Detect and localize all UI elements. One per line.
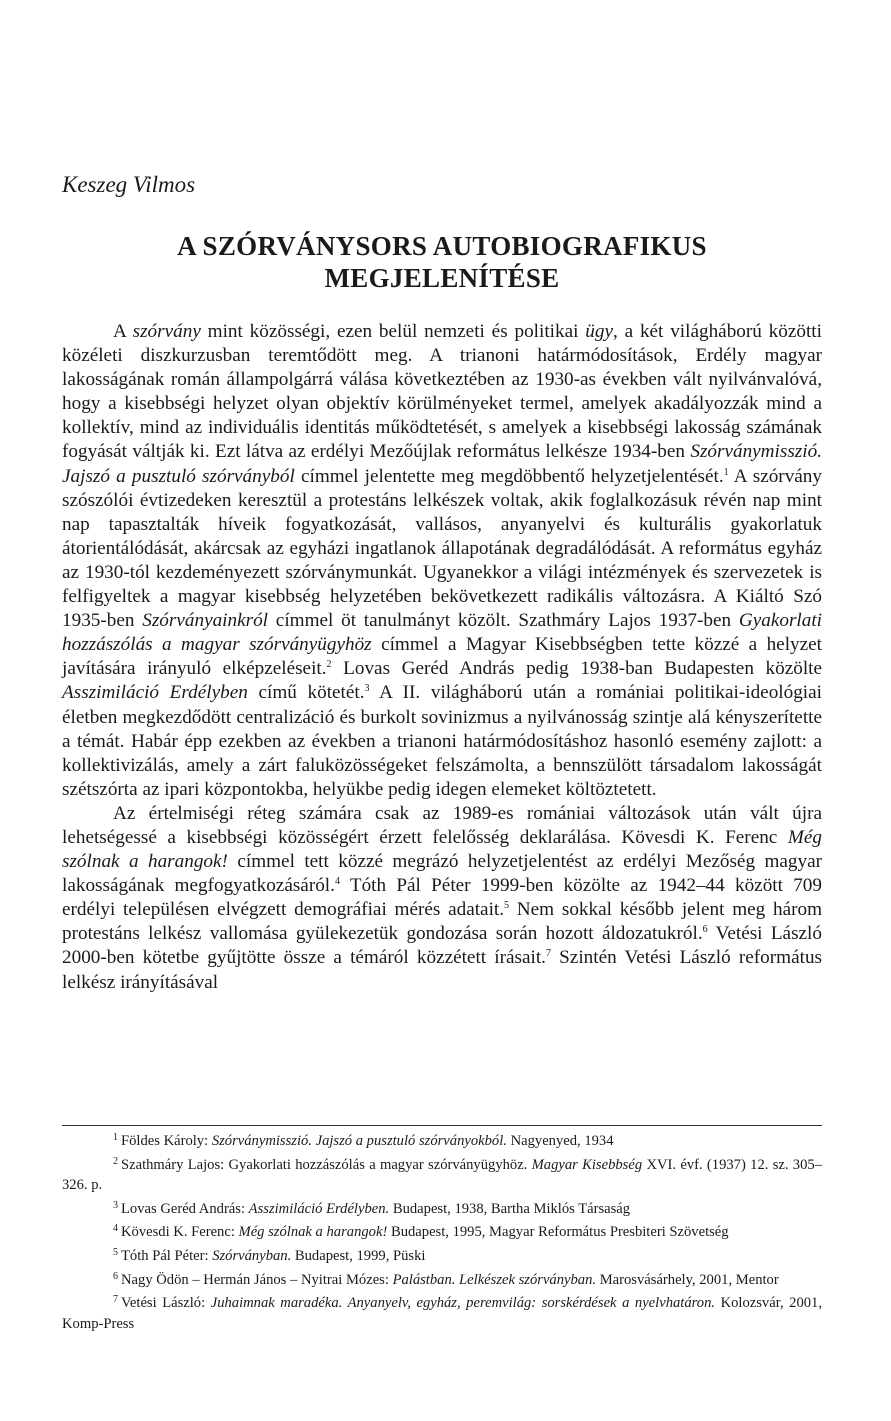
article-header — [0, 0, 891, 320]
article-body — [62, 320, 822, 995]
footnote-reference[interactable]: 6 — [702, 924, 708, 936]
italic-text: szórvány — [132, 321, 201, 342]
footnote-number: 3 — [113, 1199, 118, 1211]
footnote-reference[interactable]: 3 — [364, 683, 370, 695]
italic-text: Szórványban. — [212, 1247, 292, 1264]
footnote-reference[interactable]: 7 — [545, 948, 551, 960]
footnote-item: $^5$ Tóth Pál Péter: Szórványban. Budapest, 1999, Püski — [113, 1246, 426, 1264]
author-name: Keszeg Vilmos — [62, 172, 196, 197]
italic-text: Asszimiláció Erdélyben — [62, 682, 248, 704]
italic-text: Palástban. Lelkészek szórványban. — [392, 1271, 597, 1288]
italic-text: Még szólnak a harangok! — [62, 826, 822, 873]
footnote-item: $^1$ Földes Károly: Szórványmisszió. Jajszó a pusztuló szórványokból. Nagyenyed, 1934 — [113, 1132, 614, 1149]
italic-text: Szórványmisszió. Jajszó a pusztuló szórványokból. — [211, 1133, 507, 1149]
title-line-2: MEGJELENÍTÉSE — [324, 263, 560, 293]
footnote-number: 4 — [113, 1223, 118, 1235]
footnote-item: $^6$ Nagy Ödön – Hermán János – Nyitrai Mózes: Palástban. Lelkészek szórványban. Marosvásárhely, 2001, Mentor — [113, 1270, 779, 1288]
italic-text: Gyakorlati hozzászólás a magyar szórványügyhöz — [62, 610, 823, 656]
footnote-reference[interactable]: 2 — [326, 659, 332, 671]
footnote-reference[interactable]: 5 — [504, 900, 510, 912]
footnote-item: $^7$ Vetési László: Juhaimnak maradéka. Anyanyelv, egyház, peremvilág: sorskérdések a nyelvhatáron. Kolozsvár, 2001, Komp-Press — [62, 1294, 822, 1332]
italic-text: Magyar Kisebbség — [531, 1156, 643, 1173]
footnote-item: $^3$ Lovas Geréd András: Asszimiláció Erdélyben. Budapest, 1938, Bartha Miklós Társaság — [113, 1199, 631, 1217]
footnote-number: 2 — [113, 1155, 118, 1167]
italic-text: Asszimiláció Erdélyben. — [248, 1200, 390, 1217]
body-paragraph: Az értelmiségi réteg számára csak az 1989-es romániai változások után vált újra lehetségessé a kisebbségi közösségért érzett felelősség deklarálása. Kövesdi K. Ferenc Még szólnak a harangok! címmel tett közzé megrázó helyzetjelentést az erdélyi Mezőség magyar lakosságának megfogyatkozásáról.$^4$ Tóth Pál Péter 1999-ben közölte az 1942–44 között 709 erdélyi településen elvégzett demográfiai mérés adatait.$^5$ Nem sokkal később jelent meg három protestáns lelkész vallomása gyülekezetük gondozása során hozott áldozatukról.$^6$ Vetési László 2000-ben kötetbe gyűjtötte össze a témáról közzétett írásait.$^7$ Szintén Vetési László református lelkész irányításával — [62, 802, 823, 993]
footnote-item: $^2$ Szathmáry Lajos: Gyakorlati hozzászólás a magyar szórványügyhöz. Magyar Kisebbség XVI. évf. (1937) 12. sz. 305–326. p. — [62, 1155, 822, 1194]
italic-text: ügy — [585, 321, 613, 342]
footnote-divider — [62, 1125, 822, 1126]
italic-text: Szórványmisszió. Jajszó a pusztuló szórványból — [62, 441, 822, 487]
italic-text: Szórványainkról — [142, 610, 269, 632]
article-title — [62, 230, 822, 294]
footnote-item: $^4$ Kövesdi K. Ferenc: Még szólnak a harangok! Budapest, 1995, Magyar Református Presbiteri Szövetség — [113, 1223, 729, 1241]
title-line-1: A SZÓRVÁNYSORS AUTOBIOGRAFIKUS — [177, 231, 707, 261]
footnote-reference[interactable]: 4 — [334, 876, 340, 888]
italic-text: Juhaimnak maradéka. Anyanyelv, egyház, peremvilág: sorskérdések a nyelvhatáron. — [210, 1295, 716, 1312]
italic-text: Még szólnak a harangok! — [238, 1224, 388, 1241]
footnote-number: 6 — [113, 1270, 118, 1282]
body-paragraph: A szórvány mint közösségi, ezen belül nemzeti és politikai ügy, a két világháború közötti közéleti diszkurzusban teremtődött meg. A trianoni határmódosítások, Erdély magyar lakosságának román állampolgárrá válása következtében az 1930-as években vált nyilvánvalóvá, hogy a kisebbségi helyzet olyan objektív körülményeket termel, amelyek akadályozzák mind a kollektív, mind az individuális identitás működtetését, s amelyek a kisebbségi lakosság számának fogyását váltják ki. Ezt látva az erdélyi Mezőújlak református lelkésze 1934-ben Szórványmisszió. Jajszó a pusztuló szórványból címmel jelentette meg megdöbbentő helyzetjelentését.$^1$ A szórvány szószólói évtizedeken keresztül a protestáns lelkészek voltak, akik foglalkozásuk révén nap mint nap tapasztalták híveik fogyatkozását, vallásos, anyanyelvi és kulturális gyakorlatuk átorientálódását, akárcsak az egyházi ingatlanok állapotának degradálódását. A református egyház az 1930-tól kezdeményezett szórványmunkát. Ugyanekkor a világi intézmények és szervezetek is felfigyeltek a magyar kisebbség helyzetében bekövetkezett radikális változásra. A Kiáltó Szó 1935-ben Szórványainkról címmel öt tanulmányt közölt. Szathmáry Lajos 1937-ben Gyakorlati hozzászólás a magyar szórványügyhöz címmel a Magyar Kisebbségben tette közzé a helyzet javítására irányuló elképzeléseit.$^2$ Lovas Geréd András pedig 1938-ban Budapesten közölte Asszimiláció Erdélyben című kötetét.$^3$ A II. világháború után a romániai politikai-ideológiai életben megkezdődött centralizáció és burkolt sovinizmus a nyilvánosság szintje alá kényszerítette a témát. Habár épp ezekben az években a trianoni határmódosításhoz hasonló esemény zajlott: a kollektivizálás, amely a zárt faluközösségeket felszámolta, a bennszülött társadalom lakosságát szétszórta az ipari központokba, helyükbe pedig idegen elemeket költöztetett. — [62, 321, 823, 800]
footnotes — [62, 1128, 822, 1334]
footnote-number: 7 — [113, 1294, 118, 1306]
footnote-number: 1 — [113, 1132, 118, 1143]
footnote-number: 5 — [113, 1246, 118, 1258]
footnote-reference[interactable]: 1 — [723, 466, 729, 478]
